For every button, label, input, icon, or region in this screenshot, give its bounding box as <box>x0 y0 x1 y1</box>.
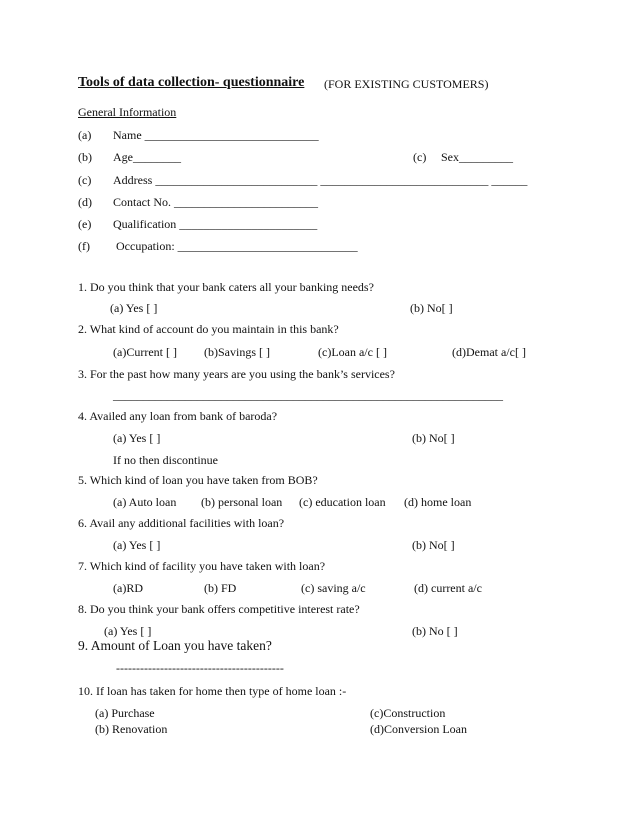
q2-option-a: (a)Current [ ] <box>113 345 177 359</box>
q10-option-c: (c)Construction <box>370 706 446 720</box>
page-title: Tools of data collection- questionnaire <box>78 75 305 90</box>
q1-option-a: (a) Yes [ ] <box>110 301 158 315</box>
field-letter-a: (a) <box>78 128 92 142</box>
question-10: 10. If loan has taken for home then type of home loan :- <box>78 684 347 698</box>
question-5: 5. Which kind of loan you have taken from BOB? <box>78 473 318 487</box>
q4-option-b: (b) No[ ] <box>412 431 455 445</box>
contact-field: Contact No. ________________________ <box>113 195 318 209</box>
general-information-heading: General Information <box>78 105 177 119</box>
sex-field: Sex_________ <box>441 150 513 164</box>
question-4: 4. Availed any loan from bank of baroda? <box>78 409 278 423</box>
question-3: 3. For the past how many years are you using the bank’s services? <box>78 367 395 381</box>
q5-option-b: (b) personal loan <box>201 495 283 509</box>
question-2: 2. What kind of account do you maintain in this bank? <box>78 322 339 336</box>
q7-option-d: (d) current a/c <box>414 581 482 595</box>
q8-option-b: (b) No [ ] <box>412 624 458 638</box>
q4-note: If no then discontinue <box>113 453 218 467</box>
address-field: Address ___________________________ ____________________________ ______ <box>113 173 528 187</box>
question-9: 9. Amount of Loan you have taken? <box>78 638 272 653</box>
q2-option-c: (c)Loan a/c [ ] <box>318 345 387 359</box>
q8-option-a: (a) Yes [ ] <box>104 624 152 638</box>
field-letter-c: (c) <box>78 173 92 187</box>
q7-option-b: (b) FD <box>204 581 237 595</box>
q10-option-b: (b) Renovation <box>95 722 168 736</box>
page-subtitle: (FOR EXISTING CUSTOMERS) <box>324 77 489 91</box>
question-8: 8. Do you think your bank offers competitive interest rate? <box>78 602 360 616</box>
q10-option-d: (d)Conversion Loan <box>370 722 467 736</box>
q7-option-a: (a)RD <box>113 581 143 595</box>
field-letter-e: (e) <box>78 217 92 231</box>
sex-letter: (c) <box>413 150 427 164</box>
name-field: Name _____________________________ <box>113 128 319 142</box>
q7-option-c: (c) saving a/c <box>301 581 366 595</box>
q5-option-a: (a) Auto loan <box>113 495 177 509</box>
question-6: 6. Avail any additional facilities with loan? <box>78 516 285 530</box>
q9-answer-line: ------------------------------------------ <box>116 661 284 675</box>
q2-option-d: (d)Demat a/c[ ] <box>452 345 526 359</box>
q6-option-b: (b) No[ ] <box>412 538 455 552</box>
field-letter-d: (d) <box>78 195 92 209</box>
q10-option-a: (a) Purchase <box>95 706 155 720</box>
field-letter-b: (b) <box>78 150 92 164</box>
q3-answer-line: _________________________________________________________________ <box>113 388 503 402</box>
q1-option-b: (b) No[ ] <box>410 301 453 315</box>
q2-option-b: (b)Savings [ ] <box>204 345 270 359</box>
age-field: Age________ <box>113 150 181 164</box>
q5-option-d: (d) home loan <box>404 495 472 509</box>
question-1: 1. Do you think that your bank caters all your banking needs? <box>78 280 374 294</box>
question-7: 7. Which kind of facility you have taken with loan? <box>78 559 326 573</box>
field-letter-f: (f) <box>78 239 90 253</box>
q4-option-a: (a) Yes [ ] <box>113 431 161 445</box>
occupation-field: Occupation: ______________________________ <box>116 239 358 253</box>
qualification-field: Qualification _______________________ <box>113 217 318 231</box>
q5-option-c: (c) education loan <box>299 495 386 509</box>
q6-option-a: (a) Yes [ ] <box>113 538 161 552</box>
